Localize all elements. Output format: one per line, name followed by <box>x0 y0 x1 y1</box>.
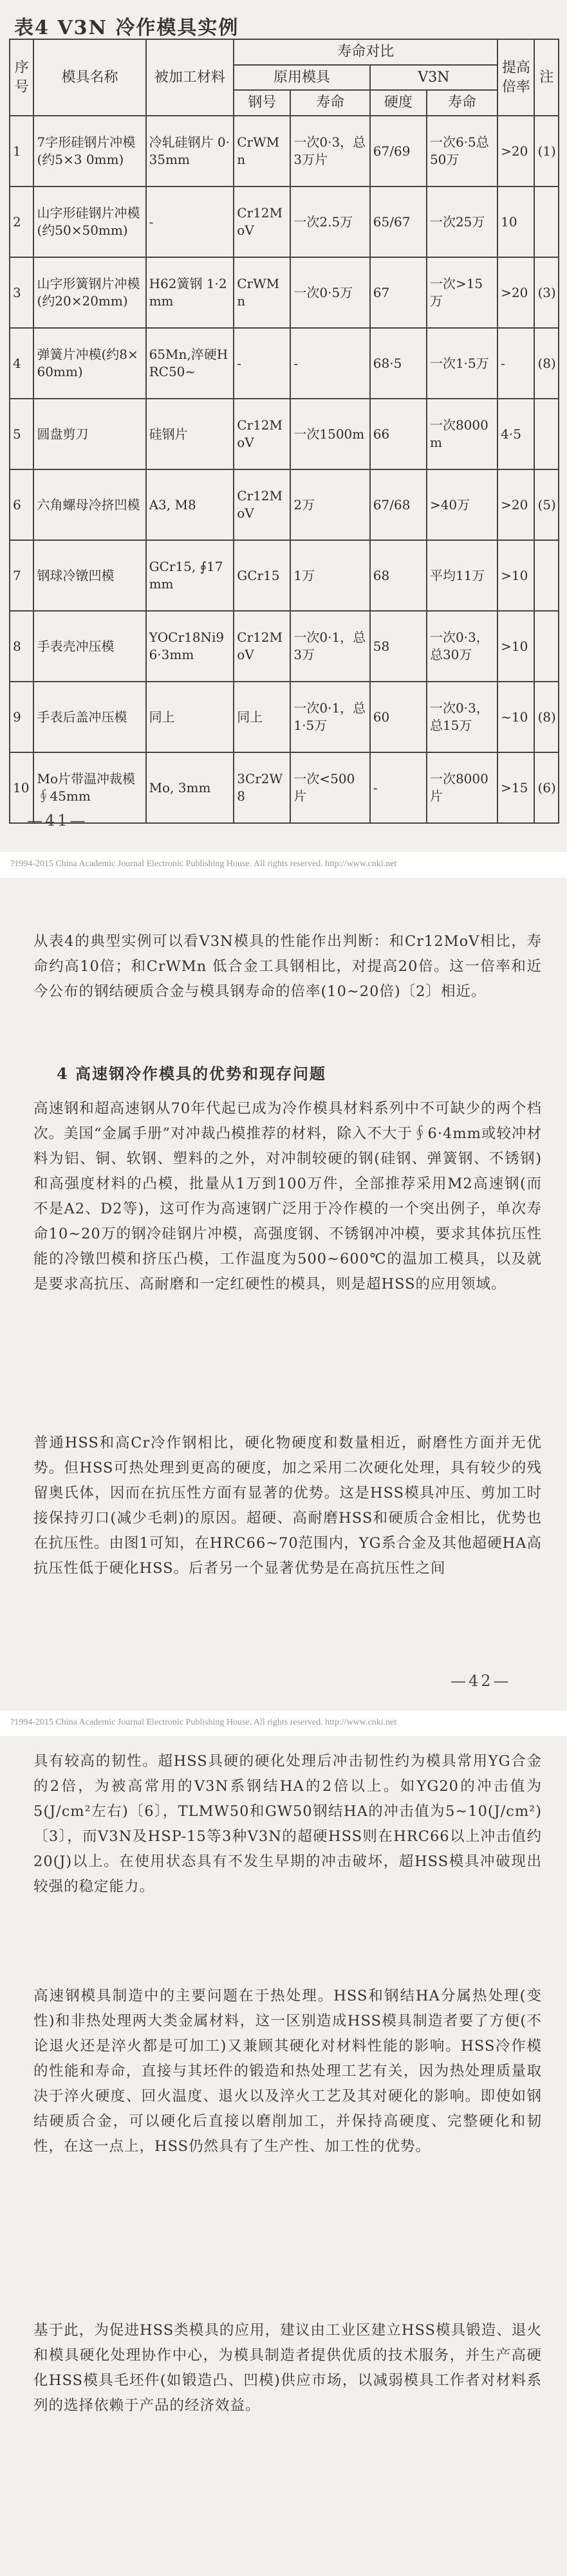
orig-life-cell: 一次0·1，总1·5万 <box>290 682 369 752</box>
orig-steel-grade-cell: 同上 <box>234 682 290 752</box>
workpiece-material-cell: 65Mn,淬硬HRC50~ <box>146 328 234 399</box>
orig-life-cell: 一次0·3，总3万片 <box>290 116 369 186</box>
mold-name-cell: 山字形簧钢片冲模(约20×20mm) <box>33 257 145 328</box>
workpiece-material-cell: 硅钢片 <box>146 399 234 469</box>
table-row <box>10 186 559 257</box>
reference-note-cell <box>534 611 559 682</box>
reference-note-cell: (8) <box>534 328 559 399</box>
v3n-life-cell: 一次8000片 <box>427 752 497 823</box>
v3n-life-cell: >40万 <box>427 469 497 540</box>
row-number-cell: 7 <box>10 540 33 611</box>
reference-note-cell: (6) <box>534 752 559 823</box>
v3n-hardness-cell: 58 <box>370 611 427 682</box>
orig-steel-grade-cell: 3Cr2W8 <box>234 752 290 823</box>
table-caption: 表4 V3N 冷作模具实例 <box>14 17 239 39</box>
table-row <box>10 116 559 186</box>
paragraph: 基于此，为促进HSS类模具的应用，建议由工业区建立HSS模具锻造、退火和模具硬化处理协作中心，为模具制造者提供优质的技术服务，并生产高硬化HSS模具毛坯件(如锻造凸、凹模)供应市场，以减弱模具工作者对材料系列的选择依赖于产品的经济效益。 <box>33 2322 542 2414</box>
v3n-hardness-cell: 65/67 <box>370 186 427 257</box>
workpiece-material-cell: H62簧钢 1·2mm <box>146 257 234 328</box>
v3n-life-cell: 一次1·5万 <box>427 328 497 399</box>
improvement-ratio-cell: 10 <box>497 186 534 257</box>
orig-steel-grade-cell: CrWMn <box>234 257 290 328</box>
v3n-hardness-cell: 68·5 <box>370 328 427 399</box>
orig-life-cell: 一次1500m <box>290 399 369 469</box>
mold-name-cell: Mo片带温冲裁模 ∮45mm <box>33 752 145 823</box>
workpiece-material-cell: GCr15, ∮17mm <box>146 540 234 611</box>
header-life: 寿命 <box>290 90 369 116</box>
v3n-hardness-cell: 67/69 <box>370 116 427 186</box>
footer-strip-2 <box>0 1710 567 1736</box>
header-v3n: V3N <box>370 65 497 91</box>
paragraph: 普通HSS和高Cr冷作钢相比，硬化物硬度和数量相近，耐磨性方面并无优势。但HSS可热处理到更高的硬度，加之采用二次硬化处理，具有较少的残留奥氏体，因而在抗压性方面有显著的优势。这是HSS模具冲压、剪加工时接保持刃口(减少毛刺)的原因。超硬、高耐磨HSS和硬质合金相比，优势也在抗压性。由图1可知，在HRC66~70范围内，YG系合金及其他超硬HA高抗压性低于硬化HSS。后者另一个显著优势是在高抗压性之间 <box>33 1435 542 1577</box>
table-row <box>10 257 559 328</box>
row-number-cell: 3 <box>10 257 33 328</box>
orig-steel-grade-cell: GCr15 <box>234 540 290 611</box>
mold-name-cell: 山字形硅钢片冲模(约50×50mm) <box>33 186 145 257</box>
reference-note-cell: (3) <box>534 257 559 328</box>
header-seq: 序号 <box>10 39 33 116</box>
v3n-hardness-cell: 60 <box>370 682 427 752</box>
copyright-footer: ?1994-2015 China Academic Journal Electronic Publishing House. All rights reserved. http://www.cnki.net <box>10 1718 397 1727</box>
mold-name-cell: 六角螺母冷挤凹模 <box>33 469 145 540</box>
row-number-cell: 5 <box>10 399 33 469</box>
header-hardness: 硬度 <box>370 90 427 116</box>
table-row <box>10 752 559 823</box>
row-number-cell: 1 <box>10 116 33 186</box>
paragraph: 从表4的典型实例可以看V3N模具的性能作出判断：和Cr12MoV相比，寿命约高10倍；和CrWMn 低合金工具钢相比，对提高20倍。这一倍率和近今公布的钢结硬质合金与模具钢寿命的倍率(10~20倍)〔2〕相近。 <box>33 933 542 1000</box>
v3n-hardness-cell: 67 <box>370 257 427 328</box>
orig-life-cell: 2万 <box>290 469 369 540</box>
orig-life-cell: 一次<500片 <box>290 752 369 823</box>
v3n-life-cell: 一次0·3，总15万 <box>427 682 497 752</box>
orig-life-cell: 1万 <box>290 540 369 611</box>
mold-name-cell: 手表后盖冲压模 <box>33 682 145 752</box>
row-number-cell: 9 <box>10 682 33 752</box>
table-row <box>10 469 559 540</box>
mold-examples-table <box>9 39 559 824</box>
orig-life-cell: 一次0·5万 <box>290 257 369 328</box>
v3n-life-cell: 一次8000m <box>427 399 497 469</box>
improvement-ratio-cell: >20 <box>497 469 534 540</box>
row-number-cell: 2 <box>10 186 33 257</box>
orig-steel-grade-cell: Cr12MoV <box>234 469 290 540</box>
v3n-hardness-cell: 68 <box>370 540 427 611</box>
orig-life-cell: 一次0·1，总3万 <box>290 611 369 682</box>
improvement-ratio-cell: 4·5 <box>497 399 534 469</box>
orig-steel-grade-cell: - <box>234 328 290 399</box>
v3n-life-cell: 一次6·5总50万 <box>427 116 497 186</box>
orig-life-cell: - <box>290 328 369 399</box>
reference-note-cell: (1) <box>534 116 559 186</box>
paragraph: 具有较高的韧性。超HSS具硬的硬化处理后冲击韧性约为模具常用YG合金的2倍，为被高常用的V3N系钢结HA的2倍以上。如YG20的冲击值为5(J/cm²左右)〔6〕，TLMW50和GW50钢结HA的冲击值为5~10(J/cm²)〔3〕，而V3N及HSP-15等3种V3N的超硬HSS则在HRC66以上冲击值约20(J)以上。在使用状态具有不发生早期的冲击破坏，超HSS模具冲破现出较强的稳定能力。 <box>33 1753 542 1895</box>
orig-steel-grade-cell: CrWMn <box>234 116 290 186</box>
header-mold-name: 模具名称 <box>33 39 145 116</box>
header-ratio: 提高倍率 <box>497 39 534 116</box>
table-row <box>10 399 559 469</box>
v3n-life-cell: 一次>15万 <box>427 257 497 328</box>
header-note: 注 <box>534 39 559 116</box>
document-page-3 <box>0 1736 567 2576</box>
v3n-hardness-cell: 67/68 <box>370 469 427 540</box>
orig-steel-grade-cell: Cr12MoV <box>234 399 290 469</box>
mold-name-cell: 手表壳冲压模 <box>33 611 145 682</box>
document-page-1 <box>0 0 567 852</box>
workpiece-material-cell: 同上 <box>146 682 234 752</box>
improvement-ratio-cell: >10 <box>497 611 534 682</box>
improvement-ratio-cell: >20 <box>497 257 534 328</box>
improvement-ratio-cell: ~10 <box>497 682 534 752</box>
header-steel: 钢号 <box>234 90 290 116</box>
improvement-ratio-cell: >15 <box>497 752 534 823</box>
document-page-2 <box>0 878 567 1710</box>
table-row <box>10 682 559 752</box>
reference-note-cell: (8) <box>534 682 559 752</box>
row-number-cell: 8 <box>10 611 33 682</box>
reference-note-cell: (5) <box>534 469 559 540</box>
orig-steel-grade-cell: Cr12MoV <box>234 186 290 257</box>
v3n-hardness-cell: - <box>370 752 427 823</box>
mold-name-cell: 7字形硅钢片冲模(约5×3 0mm) <box>33 116 145 186</box>
row-number-cell: 4 <box>10 328 33 399</box>
v3n-life-cell: 一次25万 <box>427 186 497 257</box>
workpiece-material-cell: YOCr18Ni9 6·3mm <box>146 611 234 682</box>
mold-name-cell: 钢球冷镦凹模 <box>33 540 145 611</box>
workpiece-material-cell: 冷轧硅钢片 0·35mm <box>146 116 234 186</box>
orig-steel-grade-cell: Cr12MoV <box>234 611 290 682</box>
header-v3n-life: 寿命 <box>427 90 497 116</box>
header-orig-mold: 原用模具 <box>234 65 370 91</box>
row-number-cell: 6 <box>10 469 33 540</box>
table-header-row-1 <box>10 39 559 65</box>
table-row <box>10 540 559 611</box>
workpiece-material-cell: Mo, 3mm <box>146 752 234 823</box>
v3n-hardness-cell: 66 <box>370 399 427 469</box>
improvement-ratio-cell: >20 <box>497 116 534 186</box>
paragraph: 高速钢模具制造中的主要问题在于热处理。HSS和钢结HA分属热处理(变性)和非热处理两大类金属材料，这一区别造成HSS模具制造者要了方便(不论退火还是淬火都是可加工)又兼顾其硬化对材料性能的影响。HSS冷作模的性能和寿命，直接与其坯件的锻造和热处理工艺有关，因为热处理质量取决于淬火硬度、回火温度、退火以及淬火工艺及其对硬化的影响。即使如钢结硬质合金，可以硬化后直接以磨削加工，并保持高硬度、完整硬化和韧性，在这一点上，HSS仍然具有了生产性、加工性的优势。 <box>33 1988 542 2155</box>
row-number-cell: 10 <box>10 752 33 823</box>
page-number: —42— <box>451 1672 512 1690</box>
reference-note-cell <box>534 540 559 611</box>
mold-name-cell: 弹簧片冲模(约8×60mm) <box>33 328 145 399</box>
table-row <box>10 611 559 682</box>
section-heading: 4 高速钢冷作模具的优势和现存问题 <box>57 1064 327 1083</box>
page-number: —41— <box>27 812 88 830</box>
mold-name-cell: 圆盘剪刀 <box>33 399 145 469</box>
table-body <box>10 116 559 823</box>
improvement-ratio-cell: >10 <box>497 540 534 611</box>
workpiece-material-cell: - <box>146 186 234 257</box>
paragraph: 高速钢和超高速钢从70年代起已成为冷作模具材料系列中不可缺少的两个档次。美国“金属手册”对冲裁凸模推荐的材料，除入不大于∮6·4mm或较冲材料为铝、铜、软钢、塑料的之外，对冲制较硬的钢(硅钢、弹簧钢、不锈钢)和高强度材料的凸模，批量从1万到100万件，全部推荐采用M2高速钢(而不是A2、D2等)，这可作为高速钢广泛用于冷作模的一个突出例子，单次寿命10~20万的钢冷硅钢片冲模，高强度钢、不锈钢冲冲模，要求其体抗压性能的冷镦凹模和挤压凸模，工作温度为500~600℃的温加工模具，以及就是要求高抗压、高耐磨和一定红硬性的模具，则是超HSS的应用领域。 <box>33 1100 542 1293</box>
reference-note-cell <box>534 186 559 257</box>
table-row <box>10 328 559 399</box>
reference-note-cell <box>534 399 559 469</box>
workpiece-material-cell: A3, M8 <box>146 469 234 540</box>
copyright-footer: ?1994-2015 China Academic Journal Electronic Publishing House. All rights reserved. http://www.cnki.net <box>10 859 397 869</box>
footer-strip-1 <box>0 852 567 878</box>
v3n-life-cell: 平均11万 <box>427 540 497 611</box>
header-life-compare: 寿命对比 <box>234 39 497 65</box>
header-material: 被加工材料 <box>146 39 234 116</box>
improvement-ratio-cell: - <box>497 328 534 399</box>
v3n-life-cell: 一次0·3，总30万 <box>427 611 497 682</box>
orig-life-cell: 一次2.5万 <box>290 186 369 257</box>
